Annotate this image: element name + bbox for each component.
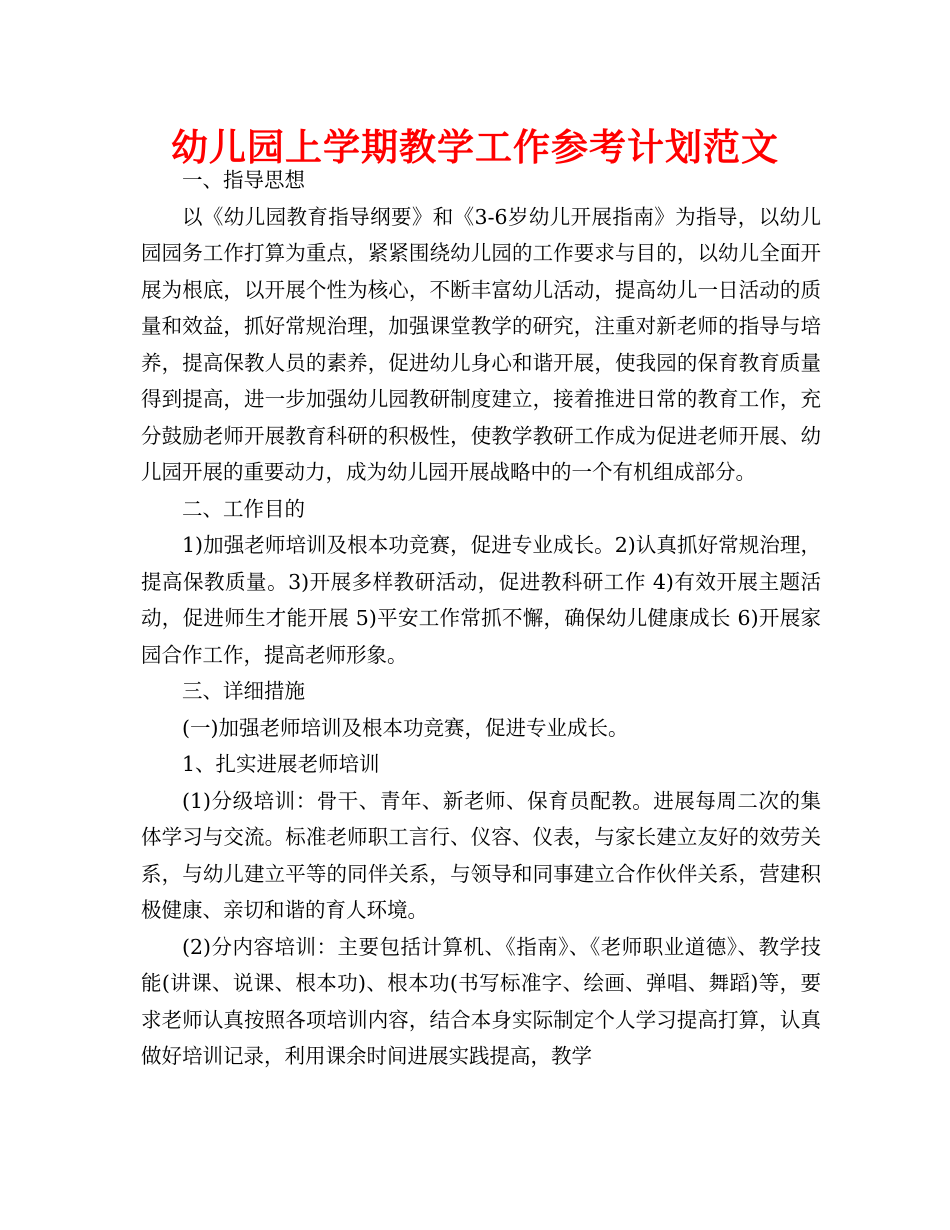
paragraph-work-goals: 1)加强老师培训及根本功竞赛，促进专业成长。2)认真抓好常规治理，提高保教质量。3)开展多样教研活动，促进教科研工作 4)有效开展主题活动，促进师生才能开展 5)平安工作常抓不懈，确保幼儿健康成长 6)开展家园合作工作，提高老师形象。: [141, 533, 821, 667]
document-body: [141, 162, 821, 1075]
section-heading-guiding-ideology: 一、指导思想: [182, 168, 305, 192]
item-heading-solid-training: 1、扎实进展老师培训: [182, 752, 380, 776]
section-heading-work-goals: 二、工作目的: [182, 496, 305, 521]
subsection-heading-teacher-training: (一)加强老师培训及根本功竞赛，促进专业成长。: [182, 715, 629, 740]
paragraph-content-training: (2)分内容培训：主要包括计算机、《指南》、《老师职业道德》、教学技能(讲课、说课、根本功)、根本功(书写标准字、绘画、弹唱、舞蹈)等，要求老师认真按照各项培训内容，结合本身实际制定个人学习提高打算，认真做好培训记录，利用课余时间进展实践提高，教学: [141, 934, 821, 1068]
paragraph-tiered-training: (1)分级培训：骨干、青年、新老师、保育员配教。进展每周二次的集体学习与交流。标准老师职工言行、仪容、仪表，与家长建立友好的效劳关系，与幼儿建立平等的同伴关系，与领导和同事建立合作伙伴关系，营建积极健康、亲切和谐的育人环境。: [141, 788, 821, 922]
section-heading-detailed-measures: 三、详细措施: [182, 679, 305, 703]
paragraph-guiding-ideology: 以《幼儿园教育指导纲要》和《3-6岁幼儿开展指南》为指导，以幼儿园园务工作打算为重点，紧紧围绕幼儿园的工作要求与目的，以幼儿全面开展为根底，以开展个性为核心，不断丰富幼儿活动，提高幼儿一日活动的质量和效益，抓好常规治理，加强课堂教学的研究，注重对新老师的指导与培养，提高保教人员的素养，促进幼儿身心和谐开展，使我园的保育教育质量得到提高，进一步加强幼儿园教研制度建立，接着推进日常的教育工作，充分鼓励老师开展教育科研的积极性，使教学教研工作成为促进老师开展、幼儿园开展的重要动力，成为幼儿园开展战略中的一个有机组成部分。: [141, 204, 821, 484]
document-title: 幼儿园上学期教学工作参考计划范文: [171, 125, 779, 169]
